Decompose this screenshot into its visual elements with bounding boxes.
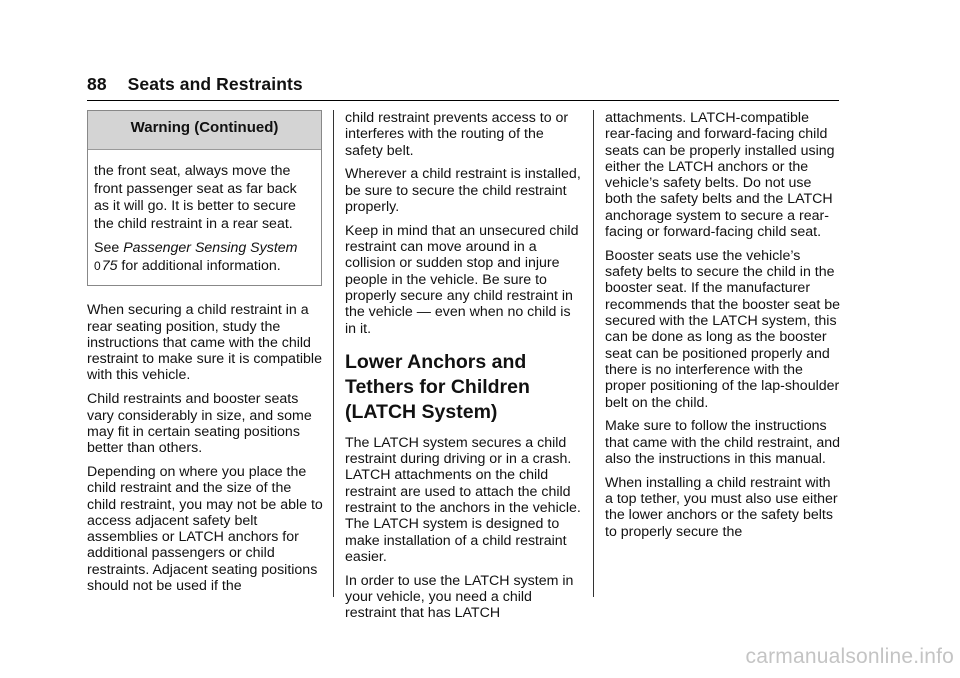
col1-paragraph: Depending on where you place the child restraint and the size of the child restraint, you may not be able to access adjacent safety belt assemblies or LATCH anchors for additional passengers or child restraints. Adjacent seating positions should not be used if the	[87, 463, 323, 595]
col3-paragraph: attachments. LATCH-compatible rear-facing and forward-facing child seats can be properly installed using either the LATCH anchors or the vehicle’s safety belts. Do not use both the safety belts and the LATCH anchorage system to secure a rear-facing or forward-facing child seat.	[605, 110, 835, 241]
column-2	[345, 110, 582, 629]
col2-paragraph: The LATCH system secures a child restraint during driving or in a crash. LATCH attachments on the child restraint are used to attach the child restraint to the anchors in the vehicle. The LATCH system is designed to make installation of a child restraint easier.	[345, 434, 581, 565]
page-number: 88	[87, 74, 107, 94]
warning-box	[87, 110, 322, 286]
col1-paragraph: When securing a child restraint in a rear seating position, study the instructions that came with the child restraint to make sure it is compatible with this vehicle.	[87, 302, 322, 384]
col2-paragraph: child restraint prevents access to or interferes with the routing of the safety belt.	[345, 110, 569, 159]
column-divider	[593, 110, 594, 597]
warning-title: Warning (Continued)	[88, 111, 321, 150]
column-1	[87, 110, 324, 602]
section-title: Seats and Restraints	[127, 74, 303, 94]
col2-paragraph: In order to use the LATCH system in your vehicle, you need a child restraint that has LATCH	[345, 572, 574, 622]
col3-paragraph: Booster seats use the vehicle’s safety belts to secure the child in the booster seat. If the manufacturer recommends that the booster seat be secured with the LATCH system, this can be done as long as the booster seat can be positioned properly and there is no interference with the proper positioning of the lap-shoulder belt on the child.	[605, 247, 841, 411]
col3-paragraph: When installing a child restraint with a top tether, you must also use either the lower anchors or the safety belts to properly secure the	[605, 474, 838, 540]
warning-body	[88, 150, 321, 285]
see-prefix: See	[94, 240, 124, 257]
header-rule	[87, 100, 839, 101]
col3-paragraph: Make sure to follow the instructions that came with the child restraint, and also the instructions in this manual.	[605, 418, 841, 467]
col2-paragraph: Keep in mind that an unsecured child restraint can move around in a collision or sudden stop and injure people in the vehicle. Be sure to properly secure any child restraint in the vehicle — even when no child is in it.	[345, 222, 579, 337]
col2-paragraph: Wherever a child restraint is installed, be sure to secure the child restraint properly.	[345, 166, 581, 215]
col1-paragraph: Child restraints and booster seats vary considerably in size, and some may fit in certain seating positions better than others.	[87, 391, 312, 457]
page-ref-arrow-icon: 0	[94, 258, 101, 273]
passenger-sensing-link[interactable]: Passenger Sensing System	[123, 240, 298, 257]
warning-text: the front seat, always move the front passenger seat as far back as it will go. It is better to secure the child restraint in a rear seat.	[94, 163, 297, 232]
latch-heading: Lower Anchors and Tethers for Children (LATCH System)	[345, 350, 530, 423]
page-ref-number[interactable]: 75	[101, 257, 118, 274]
column-3	[605, 110, 842, 547]
warning-reference	[94, 240, 315, 275]
page-header	[87, 74, 303, 95]
column-divider	[333, 110, 334, 597]
watermark: carmanualsonline.info	[745, 645, 954, 668]
ref-suffix: for additional information.	[117, 257, 281, 274]
